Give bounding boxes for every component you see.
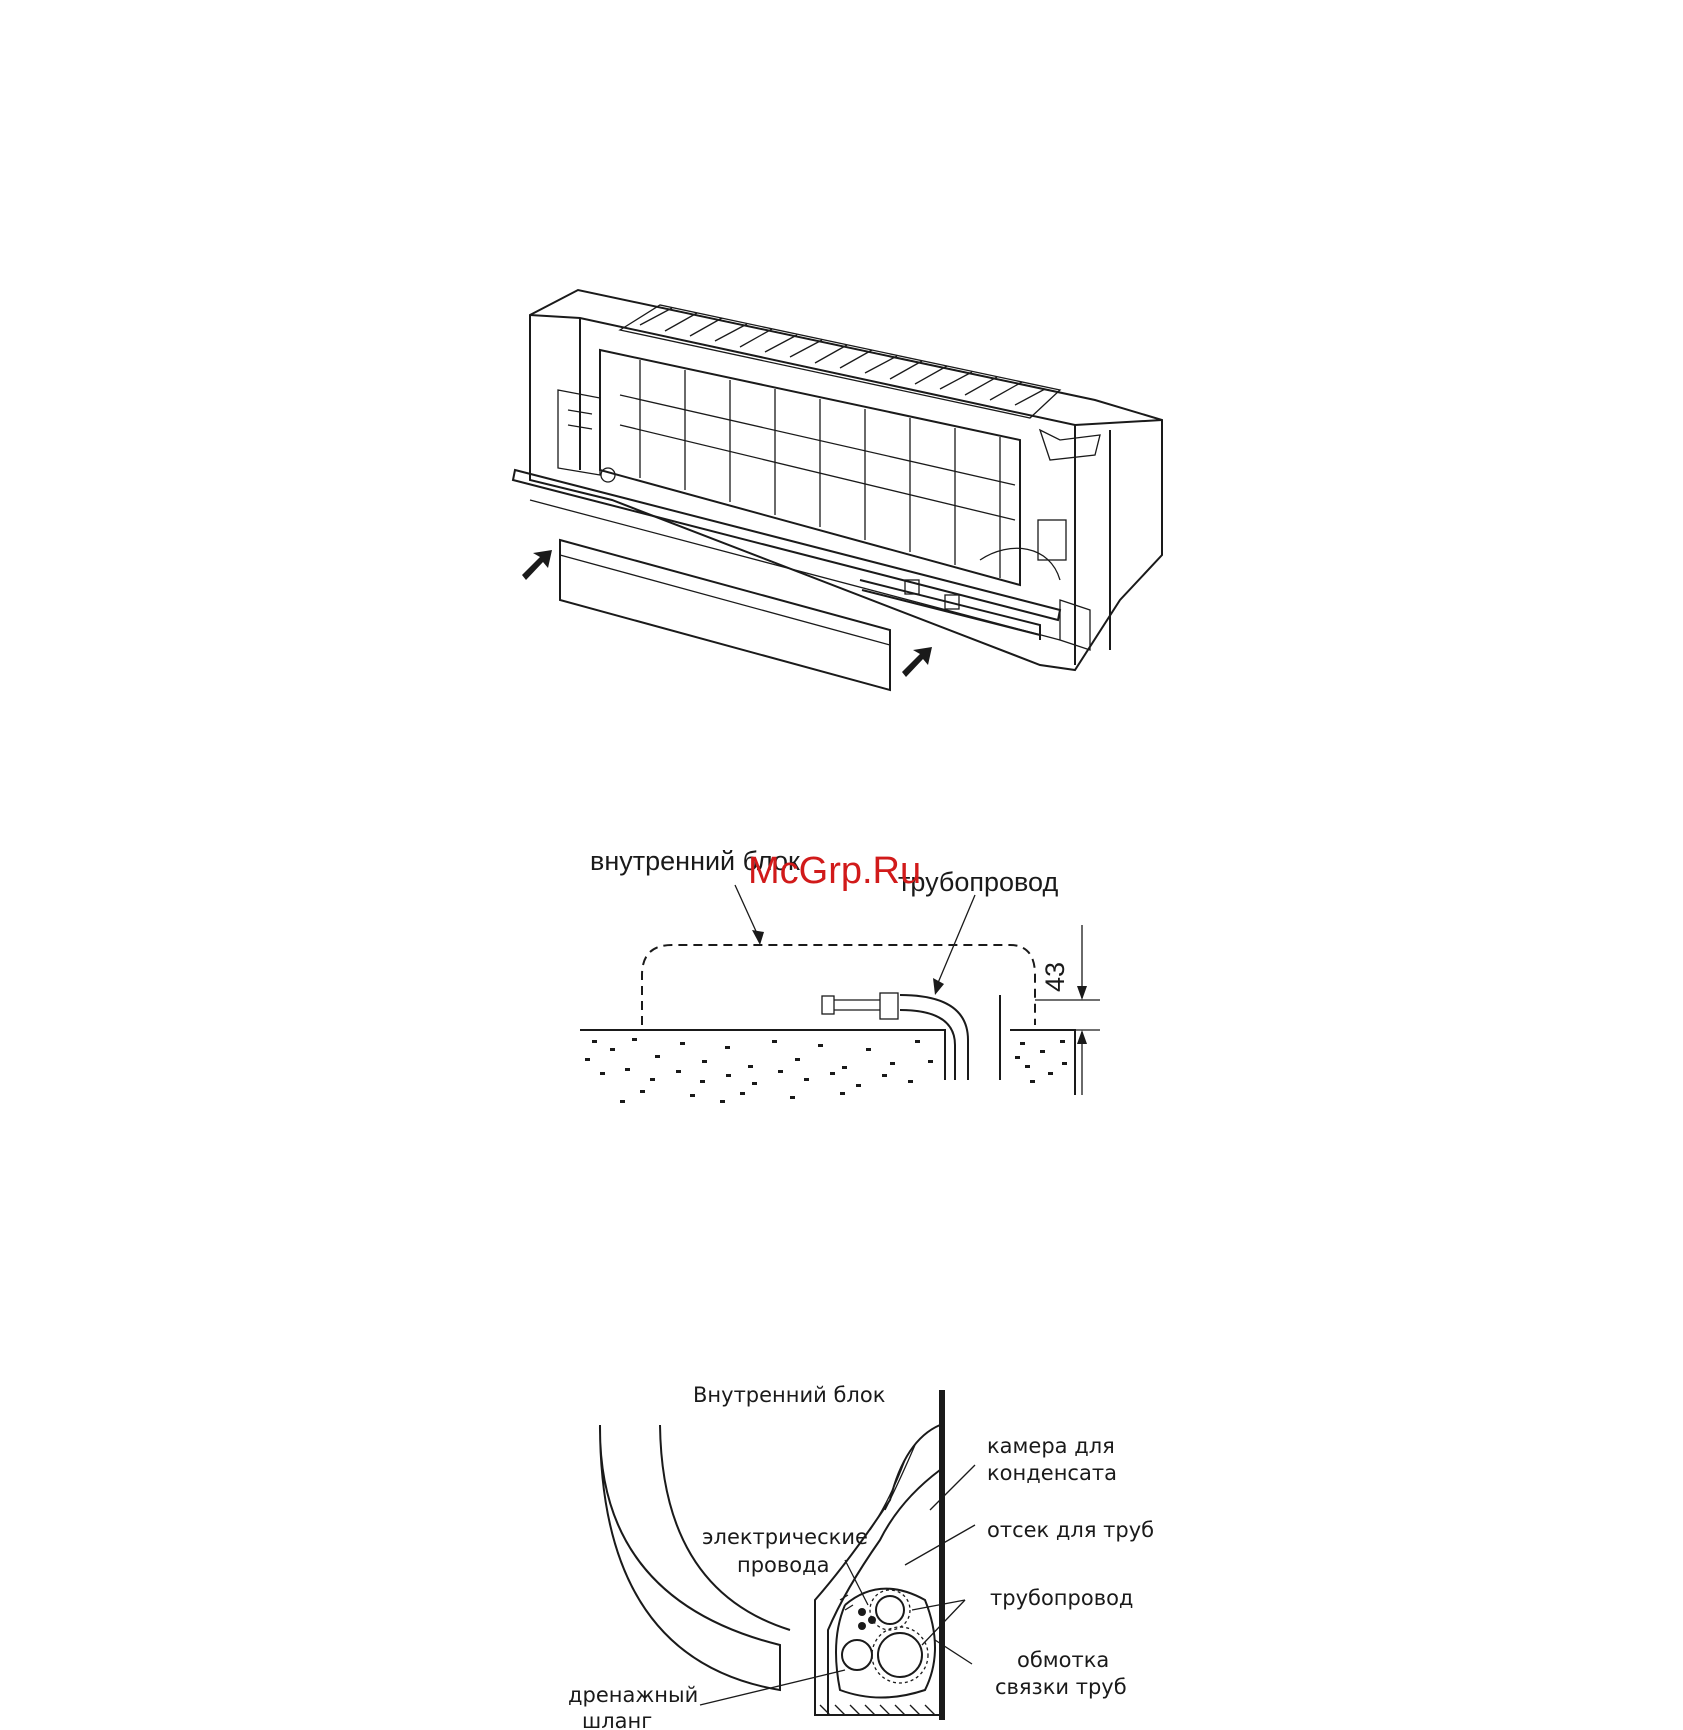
arrow-icon <box>522 550 552 580</box>
label-condensate-chamber-2: конденсата <box>987 1461 1117 1485</box>
label-piping-3: трубопровод <box>990 1586 1134 1610</box>
label-pipe-compartment: отсек для труб <box>987 1518 1155 1542</box>
label-wrap-1: обмотка <box>1017 1648 1110 1672</box>
label-wrap-2: связки труб <box>995 1675 1127 1699</box>
removed-cover-plate <box>560 540 890 690</box>
figure-wall-piping-section <box>580 885 1100 1103</box>
label-indoor-unit: внутренний блок <box>590 846 800 876</box>
label-drain-hose-2: шланг <box>582 1709 653 1730</box>
dimension-43: 43 <box>1040 961 1070 992</box>
label-electric-wires-2: провода <box>737 1553 830 1577</box>
label-condensate-chamber-1: камера для <box>987 1434 1115 1458</box>
label-piping: трубопровод <box>898 867 1059 897</box>
watermark: McGrp.Ru <box>748 850 922 892</box>
arrow-icon <box>902 647 932 677</box>
label-indoor-unit-3: Внутренний блок <box>693 1383 886 1407</box>
label-drain-hose-1: дренажный <box>568 1683 699 1707</box>
label-electric-wires-1: электрические <box>702 1525 868 1549</box>
